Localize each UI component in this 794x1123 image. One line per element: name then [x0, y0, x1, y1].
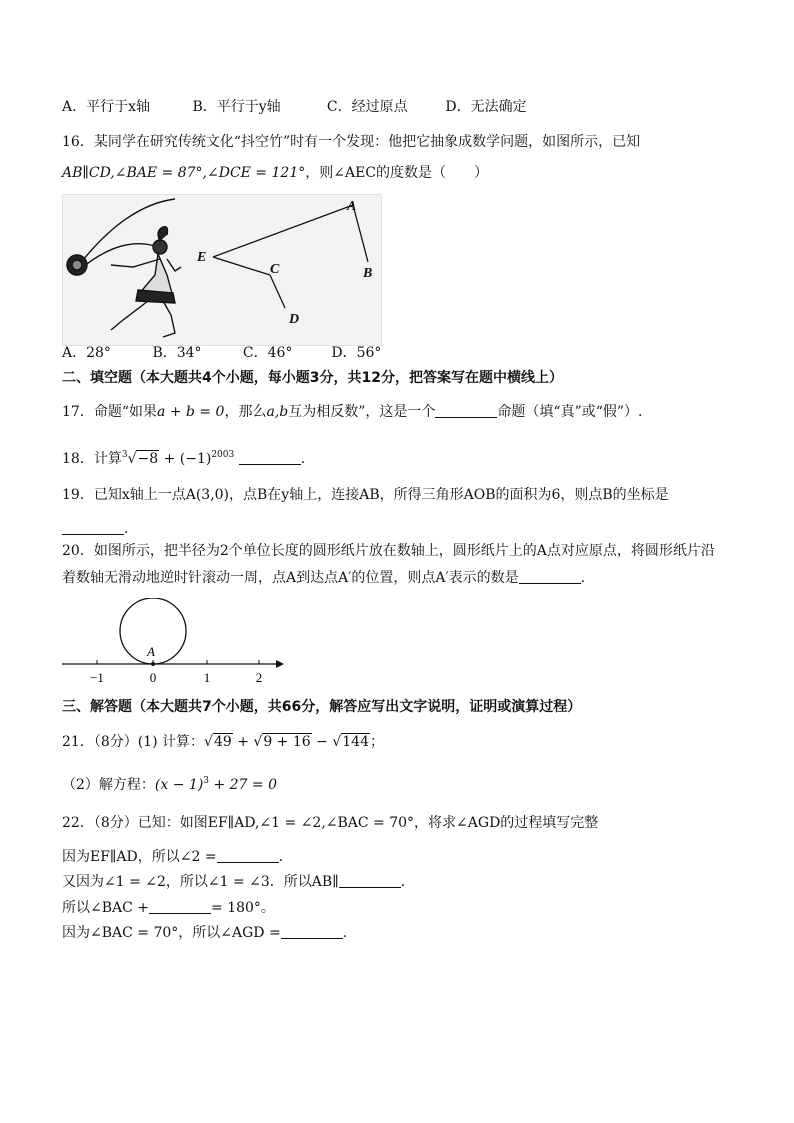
q19-blank-line — [62, 519, 128, 539]
plus-sign: + — [232, 734, 254, 750]
q18 — [62, 445, 305, 469]
axis-arrow-icon — [276, 660, 284, 668]
line-CD — [270, 275, 285, 308]
q17-text-pre: 17．命题“如果 — [62, 404, 157, 420]
q21-part2 — [62, 771, 277, 795]
section-2-heading: 二、填空题（本大题共4个小题，每小题3分，共12分，把答案写在题中横线上） — [62, 370, 563, 386]
q18-term: + (−1) — [159, 451, 212, 467]
q16-stem-line2 — [62, 163, 488, 183]
q16-option-b: B．34° — [152, 345, 202, 361]
q22-blank-1[interactable] — [217, 848, 279, 863]
q22-step-1-text: 因为EF∥AD，所以∠2 = — [62, 849, 217, 865]
q17-text-mid: ，那么 — [224, 404, 267, 420]
radical-sign-3: √ — [332, 734, 342, 750]
q22-step-2-end: . — [400, 874, 406, 890]
q21-equation-exponent: 3 — [203, 776, 210, 786]
point-label-c: C — [270, 262, 280, 277]
q21-part2-label: （2）解方程： — [62, 777, 155, 793]
q20-answer-blank[interactable] — [519, 569, 581, 584]
radical-sign-2: √ — [253, 734, 263, 750]
q18-root-index: 3 — [121, 450, 128, 460]
point-label-d: D — [289, 312, 300, 327]
q21-equation-rest: + 27 = 0 — [209, 777, 277, 793]
line-EA — [213, 205, 353, 257]
q22-blank-3[interactable] — [149, 899, 211, 914]
q15-option-b: B．平行于y轴 — [192, 99, 281, 115]
radical-sign-1: √ — [204, 734, 213, 750]
q21-part1-end: ； — [369, 734, 384, 750]
q22-step-3-end: = 180°。 — [211, 900, 275, 916]
q18-radicand: −8 — [137, 451, 159, 467]
q15-option-c: C．经过原点 — [326, 99, 408, 115]
q20-figure — [62, 598, 284, 688]
q16-option-a: A．28° — [62, 345, 111, 361]
q21-radicand-2: 9 + 16 — [263, 734, 311, 750]
q16-figure — [62, 194, 382, 346]
tick-label-2: 2 — [255, 670, 263, 685]
q21-radicand-3: 144 — [342, 734, 369, 750]
q16-question: ，则∠AEC的度数是（ ） — [305, 165, 489, 181]
q20-point-label: A — [147, 644, 155, 659]
q16-condition: AB∥CD,∠BAE = 87°,∠DCE = 121° — [62, 165, 306, 181]
q21-part1-label: 21．（8分）(1) 计算： — [62, 734, 205, 750]
q19-end: . — [124, 521, 129, 537]
q21-equation-base: (x − 1) — [154, 777, 204, 793]
q18-end: . — [300, 451, 306, 467]
q22-step-2 — [62, 872, 405, 892]
q17-answer-blank[interactable] — [435, 403, 497, 418]
q22-step-3-text: 所以∠BAC + — [62, 900, 150, 916]
tick-label-1: 1 — [203, 670, 211, 685]
q20-line2 — [62, 568, 585, 588]
q22-step-1 — [62, 847, 283, 867]
point-label-e: E — [197, 250, 207, 265]
q22-heading: 22．（8分）已知：如图EF∥AD,∠1 = ∠2,∠BAC = 70°，将求∠AGD的过程填写完整 — [62, 815, 599, 831]
q18-text-pre: 18．计算 — [62, 451, 122, 467]
q17-text-post: 互为相反数”，这是一个 — [288, 404, 436, 420]
q18-answer-blank[interactable] — [239, 450, 301, 465]
q22-step-3 — [62, 898, 275, 918]
q22-step-4-text: 因为∠BAC = 70°，所以∠AGD = — [62, 925, 281, 941]
q22-step-4-end: . — [342, 925, 348, 941]
geometry-lines — [213, 205, 368, 308]
minus-sign: − — [311, 734, 333, 750]
q16-stem-line1: 16．某同学在研究传统文化“抖空竹”时有一个发现：他把它抽象成数学问题，如图所示，已知 — [62, 134, 641, 150]
q21-part1 — [62, 732, 384, 752]
q22-step-1-end: . — [278, 849, 284, 865]
q22-blank-2[interactable] — [339, 873, 401, 888]
section-3-heading: 三、解答题（本大题共7个小题，共66分，解答应写出文字说明，证明或演算过程） — [62, 699, 582, 715]
diabolo-figure — [63, 195, 381, 345]
q17 — [62, 402, 643, 422]
tick-label-minus-1: −1 — [90, 670, 104, 685]
q22-blank-4[interactable] — [281, 924, 343, 939]
q15-option-a: A．平行于x轴 — [62, 99, 151, 115]
q20-text: 着数轴无滑动地逆时针滚动一周，点A到达点A′的位置，则点A′表示的数是 — [62, 570, 519, 586]
point-label-a: A — [347, 199, 357, 214]
q16-option-c: C．46° — [242, 345, 293, 361]
q17-math-ab: a,b — [266, 404, 289, 420]
q16-options — [62, 343, 381, 363]
q20-line1: 20．如图所示，把半径为2个单位长度的圆形纸片放在数轴上，圆形纸片上的A点对应原点，将圆形纸片沿 — [62, 543, 715, 559]
q17-math-condition: a + b = 0 — [156, 404, 225, 420]
q22-step-4 — [62, 923, 347, 943]
diabolo-player-illustration — [67, 199, 181, 337]
point-label-b: B — [363, 266, 373, 281]
q19-text: 19．已知x轴上一点A(3,0)，点B在y轴上，连接AB，所得三角形AOB的面积为6，则点B的坐标是 — [62, 487, 669, 503]
q15-options — [62, 97, 527, 117]
line-EC — [213, 257, 270, 275]
q19-answer-blank[interactable] — [62, 520, 124, 535]
q21-radicand-1: 49 — [213, 734, 232, 750]
q20-end: . — [580, 570, 586, 586]
q15-option-d: D．无法确定 — [445, 99, 527, 115]
q17-text-end: 命题（填“真”或“假”）. — [497, 404, 643, 420]
q18-radical-sign: √ — [127, 451, 137, 467]
tick-label-0: 0 — [149, 670, 157, 685]
q16-option-d: D．56° — [331, 345, 382, 361]
q18-exponent: 2003 — [211, 450, 235, 460]
q22-step-2-text: 又因为∠1 = ∠2，所以∠1 = ∠3．所以AB∥ — [62, 874, 339, 890]
